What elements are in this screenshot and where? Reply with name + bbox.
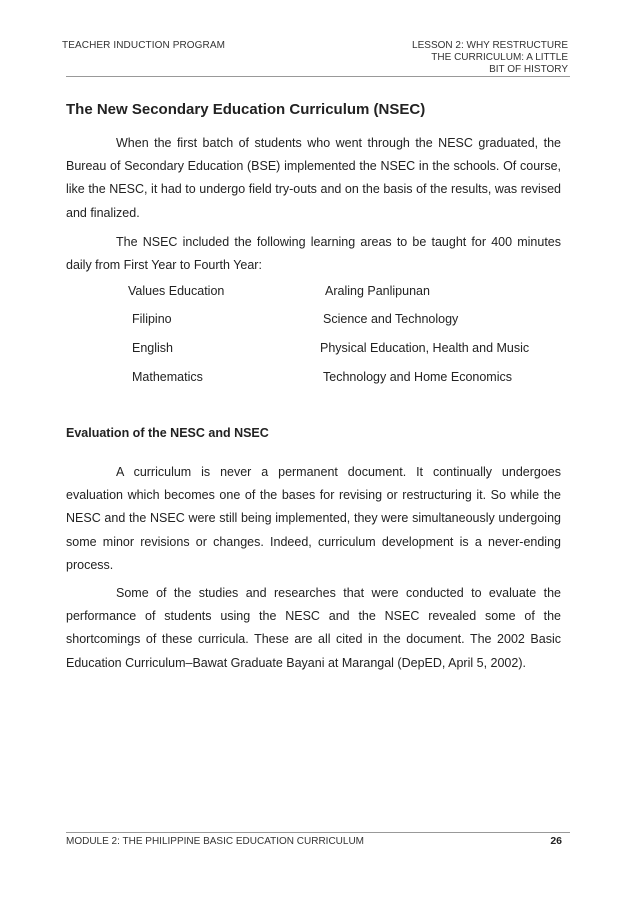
paragraph bbox=[66, 582, 561, 675]
header-lesson bbox=[412, 40, 568, 76]
subject-item: Technology and Home Economics bbox=[323, 370, 512, 384]
subject-item: Araling Panlipunan bbox=[325, 284, 430, 298]
paragraph-text: Some of the studies and researches that were conducted to evaluate the performance of students using the NESC and the NSEC revealed some of the shortcomings of these curricula. These are all cited in the document. The 2002 Basic Education Curriculum–Bawat Graduate Bayani at Marangal (DepED, April 5, 2002). bbox=[66, 586, 561, 670]
paragraph bbox=[66, 231, 561, 277]
header-lesson-line: LESSON 2: WHY RESTRUCTURE bbox=[412, 40, 568, 51]
footer-module: MODULE 2: THE PHILIPPINE BASIC EDUCATION CURRICULUM bbox=[66, 836, 365, 847]
footer-divider bbox=[66, 832, 570, 833]
subject-item: Science and Technology bbox=[323, 312, 459, 326]
header-program: TEACHER INDUCTION PROGRAM bbox=[62, 40, 226, 51]
paragraph bbox=[66, 132, 561, 225]
subject-item: Physical Education, Health and Music bbox=[320, 341, 530, 355]
header-divider bbox=[66, 76, 570, 77]
subject-item: Filipino bbox=[132, 312, 172, 326]
subject-item: Values Education bbox=[128, 284, 225, 298]
section-title: The New Secondary Education Curriculum (NSEC) bbox=[66, 101, 426, 118]
subject-item: Mathematics bbox=[132, 370, 203, 384]
header-lesson-line: BIT OF HISTORY bbox=[489, 64, 568, 75]
paragraph-text: A curriculum is never a permanent document. It continually undergoes evaluation which becomes one of the bases for revising or restructuring it. So while the NESC and the NSEC were still being implemented, they were simultaneously undergoing some minor revisions or changes. Indeed, curriculum development is a never-ending process. bbox=[66, 465, 561, 572]
paragraph bbox=[66, 461, 561, 577]
header-lesson-line: THE CURRICULUM: A LITTLE bbox=[431, 52, 568, 63]
paragraph-text: When the first batch of students who went through the NESC graduated, the Bureau of Secondary Education (BSE) implemented the NSEC in the schools. Of course, like the NESC, it had to undergo field try-outs and on the basis of the results, was revised and finalized. bbox=[66, 136, 561, 220]
page-number: 26 bbox=[550, 835, 562, 847]
subject-item: English bbox=[132, 341, 173, 355]
section-subheading: Evaluation of the NESC and NSEC bbox=[66, 426, 269, 440]
paragraph-text: The NSEC included the following learning areas to be taught for 400 minutes daily from First Year to Fourth Year: bbox=[66, 235, 561, 273]
